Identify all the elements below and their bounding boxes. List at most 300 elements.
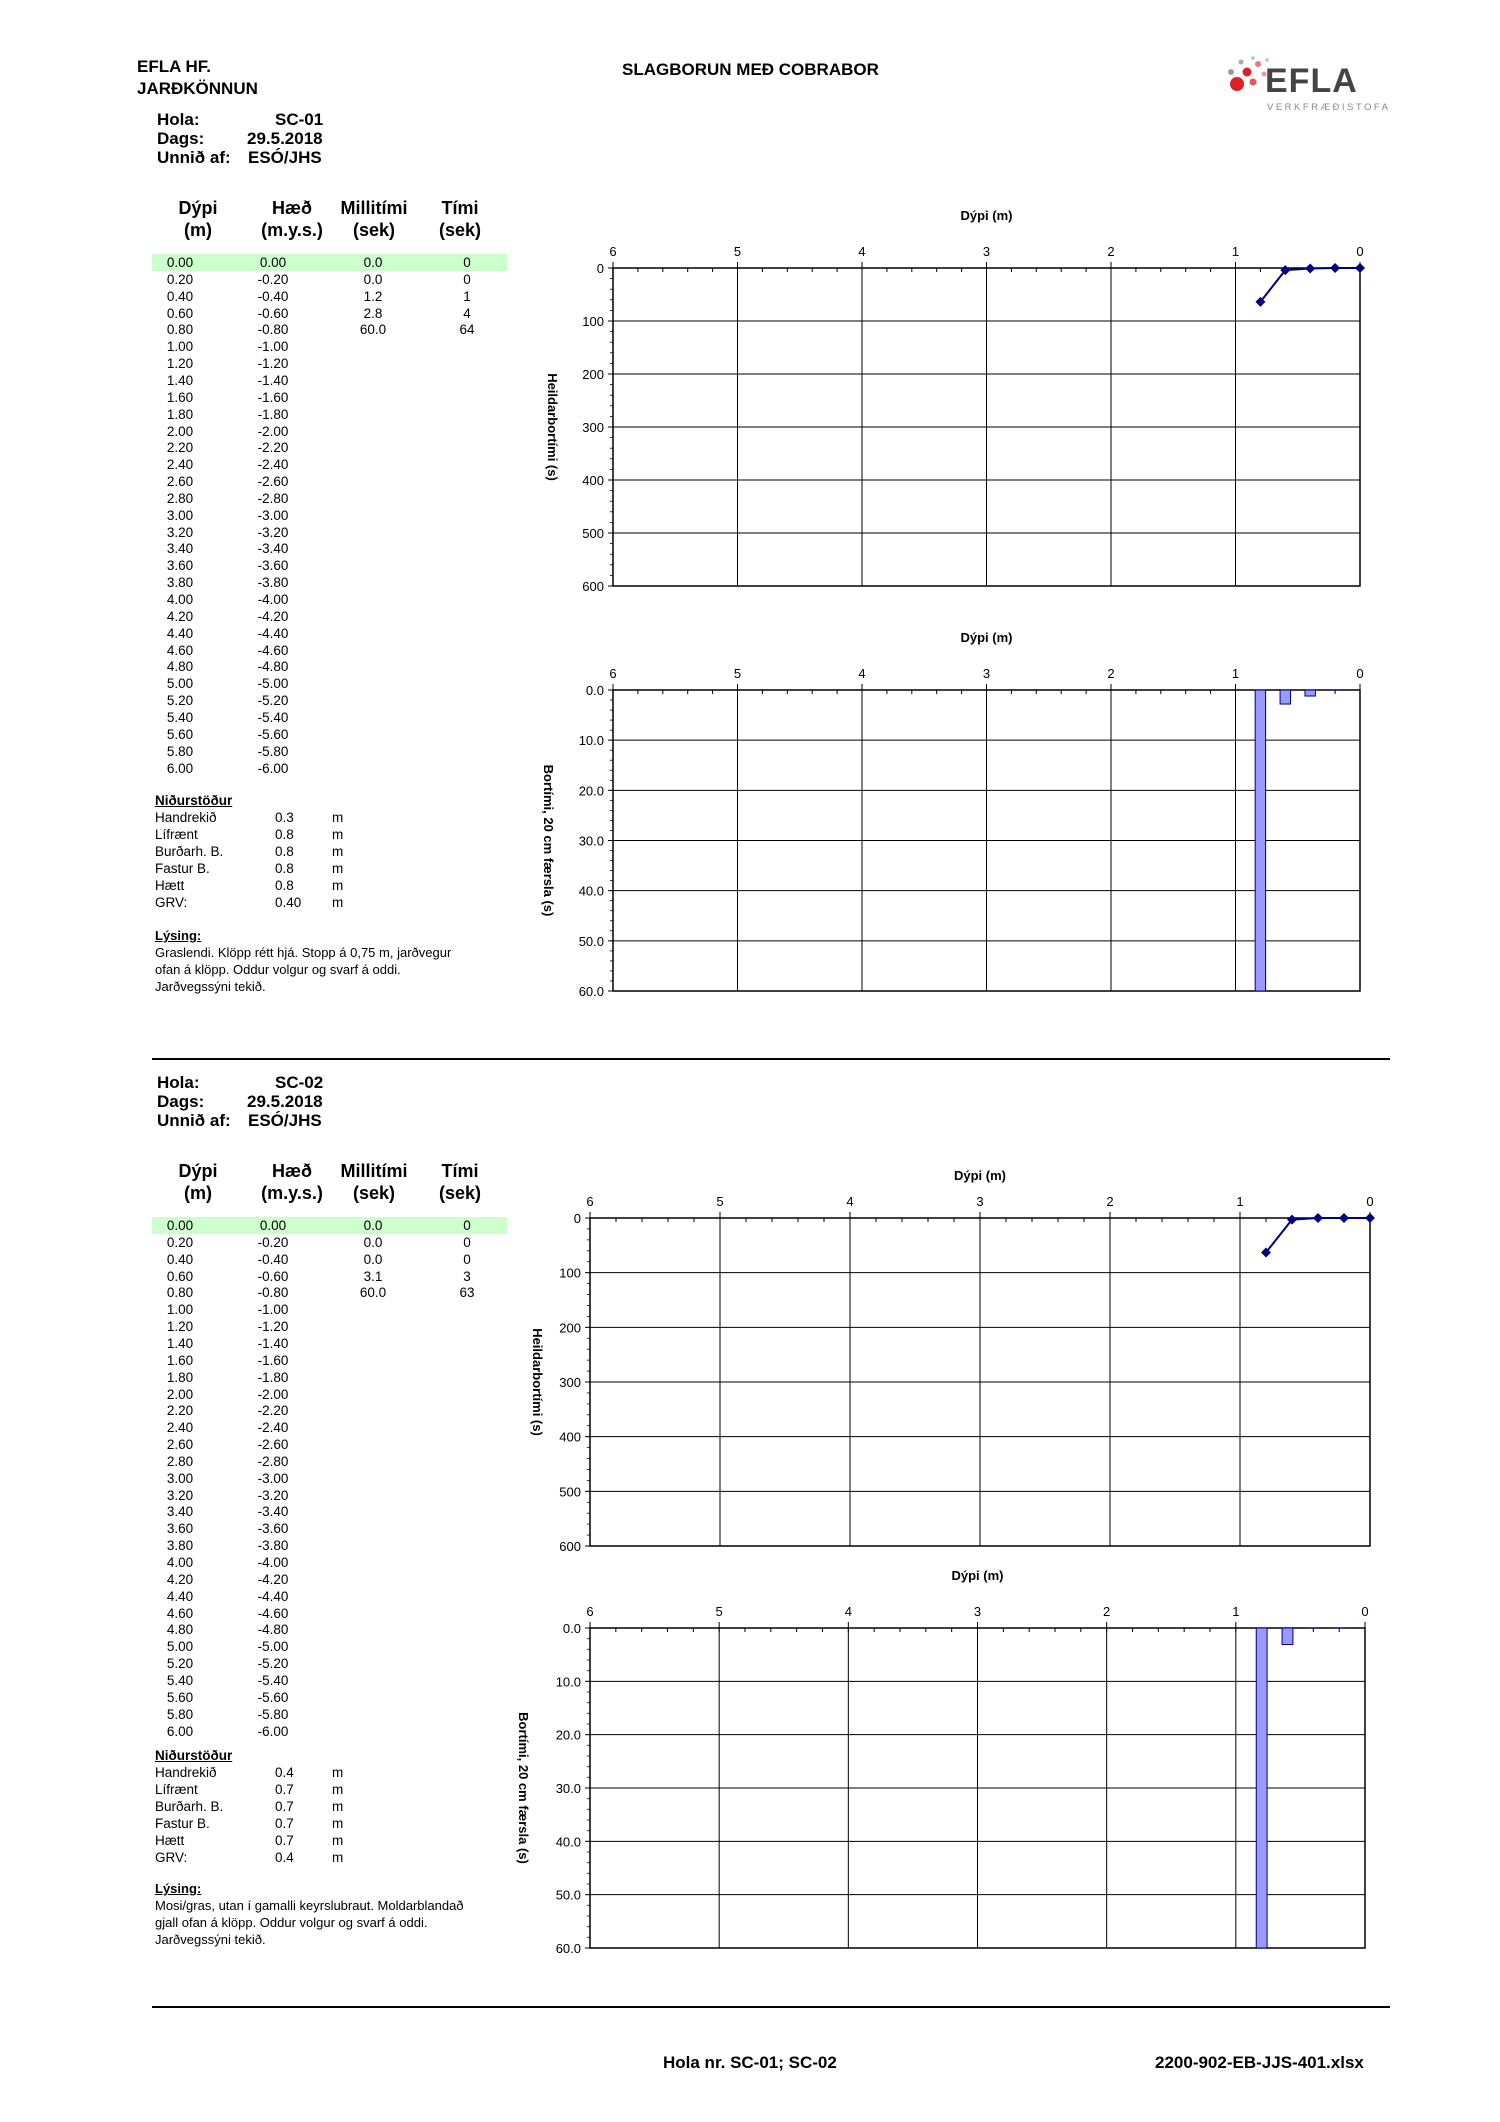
table-row <box>152 1554 507 1571</box>
y-tick-label: 40.0 <box>555 1834 581 1850</box>
table-cell: -0.80 <box>257 1285 289 1301</box>
table-row <box>152 1588 507 1605</box>
result-unit: m <box>332 861 344 876</box>
y-tick-label: 600 <box>559 1539 581 1554</box>
table-cell: -1.00 <box>257 1302 289 1318</box>
table-row <box>152 1503 507 1520</box>
table-cell: 1.20 <box>166 356 194 372</box>
column-header-unit: (m.y.s.) <box>261 1183 323 1203</box>
table-cell: 0.00 <box>166 255 194 270</box>
table-cell: 4.00 <box>166 1555 194 1570</box>
x-tick-label: 4 <box>858 244 866 259</box>
table-cell: 1.40 <box>166 372 194 388</box>
x-tick-label: 2 <box>1103 1604 1111 1619</box>
table-row <box>152 1268 507 1285</box>
table-cell: 3.80 <box>166 575 194 591</box>
bar <box>1282 1628 1293 1645</box>
y-tick-label: 300 <box>559 1375 581 1390</box>
table-cell: 0.0 <box>363 271 383 287</box>
result-unit: m <box>332 895 344 910</box>
table-row <box>152 1419 507 1436</box>
table-cell: -6.00 <box>257 760 289 776</box>
table-row <box>152 625 507 642</box>
result-value: 0.7 <box>275 1782 294 1797</box>
table-cell: 4 <box>463 305 471 321</box>
table-cell: 0.0 <box>363 1251 383 1267</box>
table-cell: -4.20 <box>257 608 289 624</box>
table-row <box>152 1318 507 1335</box>
table-row <box>152 658 507 675</box>
table-row <box>152 675 507 692</box>
result-label: Handrekið <box>155 810 217 825</box>
table-cell: 3.00 <box>166 1470 194 1486</box>
result-unit: m <box>332 827 344 842</box>
table-row <box>152 726 507 743</box>
y-axis-label: Heildarbortími (s) <box>530 1328 545 1436</box>
bar <box>1305 690 1315 696</box>
meta-value-hola: SC-02 <box>275 1073 324 1092</box>
meta-label-hola: Hola: <box>157 1073 200 1092</box>
table-row <box>152 1706 507 1723</box>
description-line: Jarðvegssýni tekið. <box>155 979 266 994</box>
result-label: Fastur B. <box>155 861 210 876</box>
table-cell: 0.0 <box>363 1218 383 1233</box>
table-cell: 60.0 <box>359 322 387 338</box>
meta-label-unnid: Unnið af: <box>157 148 231 167</box>
result-label: Lífrænt <box>155 1782 198 1797</box>
footer-divider <box>152 2006 1390 2008</box>
table-cell: 3.40 <box>166 1504 194 1520</box>
table-cell: -1.80 <box>257 406 289 422</box>
description-line: Jarðvegssýni tekið. <box>155 1932 266 1947</box>
table-row <box>152 1689 507 1706</box>
table-cell: 4.80 <box>166 659 194 675</box>
table-cell: -5.60 <box>257 726 289 742</box>
result-unit: m <box>332 1782 344 1797</box>
result-value: 0.7 <box>275 1816 294 1831</box>
result-value: 0.7 <box>275 1799 294 1814</box>
footer-filename: 2200-902-EB-JJS-401.xlsx <box>1155 2053 1364 2072</box>
table-cell: -2.40 <box>257 1420 289 1436</box>
table-row <box>152 1453 507 1470</box>
table-row <box>152 1621 507 1638</box>
hole-meta <box>157 110 457 170</box>
result-value: 0.8 <box>275 827 294 842</box>
table-cell: 2.00 <box>166 423 194 439</box>
result-label: Lífrænt <box>155 827 198 842</box>
table-row <box>152 1284 507 1301</box>
table-cell: 1.80 <box>166 1369 194 1385</box>
result-unit: m <box>332 1799 344 1814</box>
table-cell: 2.20 <box>166 1403 194 1419</box>
table-row <box>152 490 507 507</box>
table-row <box>152 305 507 322</box>
table-row <box>152 423 507 440</box>
table-cell: 5.60 <box>166 726 194 742</box>
result-label: Hætt <box>155 878 185 893</box>
table-cell: -0.40 <box>257 288 289 304</box>
x-tick-label: 1 <box>1231 244 1240 259</box>
table-cell: -2.00 <box>257 423 289 439</box>
table-cell: 4.40 <box>166 625 194 641</box>
table-cell: 6.00 <box>166 1723 194 1739</box>
table-cell: 4.00 <box>166 592 194 607</box>
column-header-time <box>425 197 495 241</box>
table-cell: 0 <box>463 1218 471 1233</box>
column-header-unit: (m.y.s.) <box>261 220 323 240</box>
table-row <box>152 372 507 389</box>
table-cell: 1 <box>463 288 471 304</box>
chart-title: Dýpi (m) <box>951 1568 1004 1583</box>
y-axis-label: Bortími, 20 cm færsla (s) <box>541 764 556 917</box>
table-row <box>152 1386 507 1403</box>
table-cell: -2.20 <box>257 1403 289 1419</box>
result-label: Burðarh. B. <box>155 844 224 859</box>
meta-value-dags: 29.5.2018 <box>247 129 323 148</box>
column-header-title: Hæð <box>272 1161 312 1181</box>
table-cell: 2.40 <box>166 457 194 473</box>
x-tick-label: 0 <box>1356 244 1364 259</box>
table-row <box>152 1571 507 1588</box>
table-row <box>152 1470 507 1487</box>
table-cell: -4.60 <box>257 1605 289 1621</box>
x-tick-label: 4 <box>844 1604 852 1619</box>
column-header-unit: (m) <box>184 1183 212 1203</box>
table-row <box>152 288 507 305</box>
results-title: Niðurstöður <box>155 793 233 808</box>
table-cell: 2.8 <box>363 305 383 321</box>
y-tick-label: 400 <box>582 473 604 488</box>
table-row <box>152 591 507 608</box>
table-row <box>152 760 507 777</box>
section-divider <box>152 1058 1390 1060</box>
document-title: SLAGBORUN MEÐ COBRABOR <box>622 60 879 79</box>
bar <box>1255 690 1265 991</box>
x-tick-label: 3 <box>976 1194 984 1209</box>
column-header-title: Dýpi <box>178 198 218 218</box>
result-value: 0.3 <box>275 810 294 825</box>
result-value: 0.40 <box>275 895 302 910</box>
y-tick-label: 100 <box>559 1265 581 1281</box>
y-tick-label: 0 <box>596 261 604 276</box>
x-tick-label: 2 <box>1106 1194 1114 1209</box>
table-row <box>152 507 507 524</box>
result-row <box>155 1764 405 1781</box>
y-tick-label: 50.0 <box>578 933 604 949</box>
y-tick-label: 30.0 <box>555 1781 581 1796</box>
table-cell: 4.60 <box>166 1605 194 1621</box>
depth-table <box>152 1217 507 1757</box>
table-row <box>152 439 507 456</box>
table-cell: 1.20 <box>166 1319 194 1335</box>
chart-title: Dýpi (m) <box>960 208 1013 223</box>
table-cell: 5.80 <box>166 1706 194 1722</box>
result-row <box>155 1832 405 1849</box>
table-cell: -4.80 <box>257 1622 289 1638</box>
table-cell: -2.20 <box>257 440 289 456</box>
chart-total-time-sc-01 <box>530 200 1390 600</box>
chart-time-per-20cm-sc-01 <box>530 624 1390 1004</box>
result-label: Fastur B. <box>155 1816 210 1831</box>
y-tick-label: 200 <box>559 1320 581 1336</box>
results-title: Niðurstöður <box>155 1748 233 1763</box>
table-cell: 3.20 <box>166 524 194 540</box>
result-unit: m <box>332 1833 344 1848</box>
x-tick-label: 6 <box>609 666 617 681</box>
result-unit: m <box>332 810 344 825</box>
table-cell: 3.80 <box>166 1538 194 1554</box>
x-tick-label: 3 <box>982 666 991 681</box>
meta-label-dags: Dags: <box>157 129 205 148</box>
table-cell: 3.60 <box>166 558 194 574</box>
table-cell: -3.80 <box>257 1538 289 1554</box>
y-tick-label: 0 <box>573 1211 581 1226</box>
table-cell: 2.80 <box>166 1453 194 1469</box>
table-cell: -2.00 <box>257 1386 289 1402</box>
table-cell: -5.60 <box>257 1689 289 1705</box>
y-tick-label: 500 <box>559 1484 581 1500</box>
meta-label-dags: Dags: <box>157 1092 205 1111</box>
result-value: 0.4 <box>275 1765 294 1780</box>
table-cell: 3.00 <box>166 507 194 523</box>
table-row <box>152 1234 507 1251</box>
hole-meta <box>157 1073 457 1133</box>
table-cell: 0.60 <box>166 305 194 321</box>
table-cell: 3.60 <box>166 1521 194 1537</box>
table-cell: -4.40 <box>257 625 289 641</box>
x-tick-label: 6 <box>609 244 617 259</box>
table-row <box>152 540 507 557</box>
logo-text: EFLA <box>1265 62 1358 100</box>
x-tick-label: 0 <box>1366 1194 1374 1209</box>
column-header-elev <box>247 1160 337 1204</box>
table-cell: 0.80 <box>166 1285 194 1301</box>
chart-title: Dýpi (m) <box>960 630 1013 645</box>
x-tick-label: 0 <box>1356 666 1364 681</box>
table-row <box>152 557 507 574</box>
table-row <box>152 608 507 625</box>
table-row <box>152 271 507 288</box>
table-cell: -6.00 <box>257 1723 289 1739</box>
table-row <box>152 321 507 338</box>
table-row <box>152 692 507 709</box>
result-value: 0.8 <box>275 878 294 893</box>
table-row <box>152 1335 507 1352</box>
table-cell: 4.20 <box>166 608 194 624</box>
table-cell: 63 <box>459 1285 475 1301</box>
description-line: gjall ofan á klöpp. Oddur volgur og svarf á oddi. <box>155 1915 428 1930</box>
column-header-milli <box>335 1160 413 1204</box>
company-name: EFLA HF. <box>137 57 211 76</box>
table-cell: -1.00 <box>257 339 289 355</box>
table-cell: 0.0 <box>363 255 383 270</box>
x-tick-label: 1 <box>1232 1604 1240 1619</box>
table-row <box>152 1605 507 1622</box>
table-cell: -1.20 <box>257 1319 289 1335</box>
table-cell: -0.20 <box>257 1234 289 1250</box>
table-row <box>152 1436 507 1453</box>
table-cell: 0 <box>463 1251 471 1267</box>
table-cell: 0.0 <box>363 1234 383 1250</box>
table-cell: -5.00 <box>257 676 289 692</box>
table-cell: 0.40 <box>166 1251 194 1267</box>
result-label: Hætt <box>155 1833 185 1848</box>
y-tick-label: 60.0 <box>578 984 604 999</box>
table-cell: 1.80 <box>166 406 194 422</box>
table-cell: -5.00 <box>257 1639 289 1655</box>
column-header-unit: (sek) <box>352 1183 396 1203</box>
table-cell: -4.00 <box>257 1555 289 1570</box>
description-block <box>155 1880 515 1948</box>
x-tick-label: 4 <box>858 666 866 681</box>
x-tick-label: 5 <box>716 1194 724 1209</box>
table-row <box>152 1723 507 1740</box>
y-tick-label: 30.0 <box>578 833 604 849</box>
column-header-milli <box>335 197 413 241</box>
y-tick-label: 10.0 <box>555 1674 581 1690</box>
table-cell: -3.80 <box>257 575 289 591</box>
table-cell: 5.00 <box>166 1639 194 1655</box>
y-tick-label: 60.0 <box>555 1941 581 1956</box>
x-tick-label: 1 <box>1236 1194 1244 1209</box>
table-cell: -0.20 <box>257 271 289 287</box>
table-cell: 1.2 <box>363 288 383 304</box>
result-row <box>155 1798 405 1815</box>
table-row <box>152 254 507 271</box>
result-value: 0.7 <box>275 1833 294 1848</box>
table-cell: 60.0 <box>359 1285 387 1301</box>
description-line: Graslendi. Klöpp rétt hjá. Stopp á 0,75 m, jarðvegur <box>155 945 452 960</box>
table-cell: 6.00 <box>166 760 194 776</box>
table-row <box>152 1352 507 1369</box>
table-cell: -0.80 <box>257 322 289 338</box>
bar <box>1280 690 1290 704</box>
table-cell: -1.40 <box>257 372 289 388</box>
table-cell: 0.00 <box>166 1218 194 1233</box>
table-cell: -3.00 <box>257 1470 289 1486</box>
table-cell: -4.00 <box>257 592 289 607</box>
x-tick-label: 5 <box>733 666 742 681</box>
column-header-title: Tími <box>441 198 479 218</box>
table-cell: -1.60 <box>257 389 289 405</box>
column-header-title: Tími <box>441 1161 479 1181</box>
table-row <box>152 1672 507 1689</box>
table-cell: -1.80 <box>257 1369 289 1385</box>
result-row <box>155 843 405 860</box>
result-unit: m <box>332 1816 344 1831</box>
table-cell: -5.80 <box>257 1706 289 1722</box>
meta-label-hola: Hola: <box>157 110 200 129</box>
table-cell: -0.60 <box>257 305 289 321</box>
table-cell: 5.00 <box>166 676 194 692</box>
table-row <box>152 642 507 659</box>
table-row <box>152 1655 507 1672</box>
table-row <box>152 574 507 591</box>
table-cell: 0 <box>463 1234 471 1250</box>
depth-table <box>152 254 507 794</box>
table-cell: 5.60 <box>166 1689 194 1705</box>
table-cell: 0.00 <box>259 1218 287 1233</box>
result-label: Handrekið <box>155 1765 217 1780</box>
table-cell: 5.40 <box>166 709 194 725</box>
table-cell: -3.40 <box>257 1504 289 1520</box>
result-label: Burðarh. B. <box>155 1799 224 1814</box>
meta-value-hola: SC-01 <box>275 110 324 129</box>
y-tick-label: 20.0 <box>578 783 604 799</box>
table-cell: 3.40 <box>166 541 194 557</box>
table-cell: -2.60 <box>257 474 289 490</box>
bar <box>1256 1628 1267 1948</box>
column-header-title: Millitími <box>340 1161 408 1181</box>
table-row <box>152 473 507 490</box>
column-header-depth <box>158 1160 238 1204</box>
chart-title: Dýpi (m) <box>954 1168 1006 1183</box>
column-header-unit: (sek) <box>438 1183 482 1203</box>
table-cell: 0.40 <box>166 288 194 304</box>
table-cell: -4.40 <box>257 1588 289 1604</box>
table-cell: 2.00 <box>166 1386 194 1402</box>
table-row <box>152 355 507 372</box>
table-cell: -1.60 <box>257 1352 289 1368</box>
table-row <box>152 709 507 726</box>
y-tick-label: 40.0 <box>578 883 604 899</box>
table-cell: -4.80 <box>257 659 289 675</box>
result-row <box>155 1815 405 1832</box>
column-header-unit: (sek) <box>438 220 482 240</box>
table-cell: 0 <box>463 255 471 270</box>
y-tick-label: 100 <box>582 314 604 329</box>
x-tick-label: 0 <box>1361 1604 1369 1619</box>
table-row <box>152 389 507 406</box>
table-cell: -1.40 <box>257 1335 289 1351</box>
column-header-time <box>425 1160 495 1204</box>
department-name: JARÐKÖNNUN <box>137 79 258 98</box>
meta-label-unnid: Unnið af: <box>157 1111 231 1130</box>
result-row <box>155 826 405 843</box>
table-row <box>152 1402 507 1419</box>
result-row <box>155 877 405 894</box>
table-cell: -3.60 <box>257 558 289 574</box>
column-header-elev <box>247 197 337 241</box>
table-cell: 3.20 <box>166 1487 194 1503</box>
table-cell: 5.80 <box>166 743 194 759</box>
y-tick-label: 0.0 <box>562 1621 581 1636</box>
table-row <box>152 406 507 423</box>
table-cell: 1.00 <box>166 339 194 355</box>
column-header-unit: (m) <box>184 220 212 240</box>
x-tick-label: 5 <box>733 244 742 259</box>
column-header-unit: (sek) <box>352 220 396 240</box>
description-title: Lýsing: <box>155 1881 202 1896</box>
meta-value-dags: 29.5.2018 <box>247 1092 323 1111</box>
table-cell: 64 <box>459 322 475 338</box>
table-cell: 1.00 <box>166 1302 194 1318</box>
result-unit: m <box>332 1850 344 1865</box>
table-cell: 2.80 <box>166 490 194 506</box>
table-row <box>152 743 507 760</box>
table-cell: 2.20 <box>166 440 194 456</box>
result-value: 0.8 <box>275 844 294 859</box>
description-title: Lýsing: <box>155 928 202 943</box>
y-axis-label: Heildarbortími (s) <box>545 373 560 481</box>
table-row <box>152 1369 507 1386</box>
result-row <box>155 860 405 877</box>
table-cell: 2.40 <box>166 1420 194 1436</box>
y-tick-label: 400 <box>559 1429 581 1445</box>
column-header-title: Hæð <box>272 198 312 218</box>
x-tick-label: 6 <box>586 1604 594 1619</box>
table-cell: 1.60 <box>166 389 194 405</box>
